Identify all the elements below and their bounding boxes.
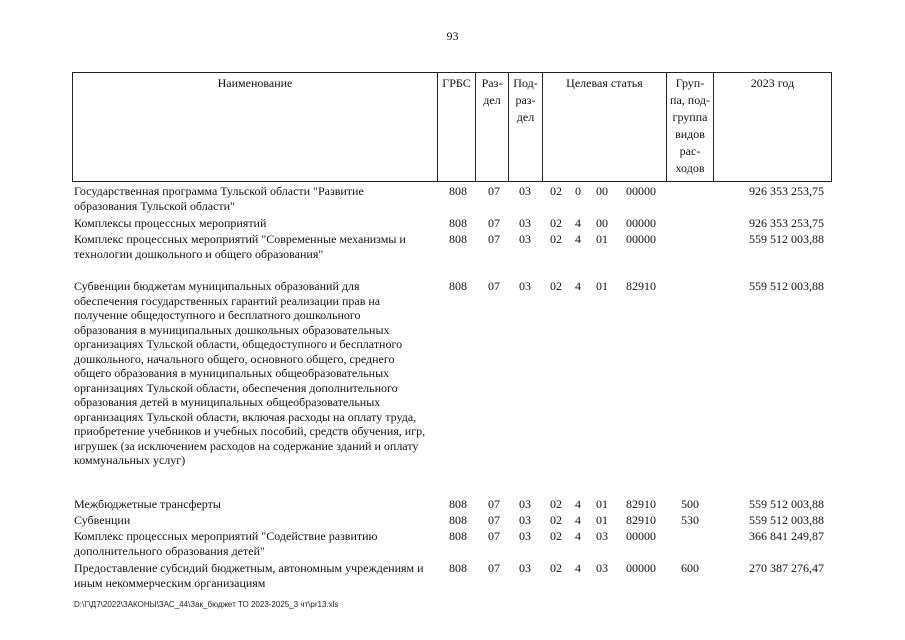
header-target: Целевая статья <box>543 73 667 181</box>
row-grbs: 808 <box>449 184 467 198</box>
row-target-2: 4 <box>575 561 581 575</box>
row-target-2: 0 <box>575 184 581 198</box>
row-target-2: 4 <box>575 513 581 527</box>
row-sum: 270 387 276,47 <box>749 561 824 575</box>
row-target-3: 01 <box>596 513 608 527</box>
row-sum: 366 841 249,87 <box>749 529 824 543</box>
row-name: Государственная программа Тульской области "Развитие образования Тульской области" <box>74 184 364 213</box>
row-podrazdel: 03 <box>519 279 531 293</box>
row-sum: 559 512 003,88 <box>749 279 824 293</box>
row-grbs: 808 <box>449 529 467 543</box>
header-grbs: ГРБС <box>438 73 476 181</box>
row-group: 600 <box>681 561 699 575</box>
header-name: Наименование <box>73 73 438 181</box>
row-grbs: 808 <box>449 561 467 575</box>
header-group: Груп- па, под- группа видов рас- ходов <box>667 73 714 181</box>
row-target-3: 01 <box>596 497 608 511</box>
row-podrazdel: 03 <box>519 216 531 230</box>
row-name: Межбюджетные трансферты <box>74 497 221 511</box>
row-target-3: 00 <box>596 216 608 230</box>
row-sum: 559 512 003,88 <box>749 497 824 511</box>
row-target-1: 02 <box>550 279 562 293</box>
row-razdel: 07 <box>488 279 500 293</box>
row-razdel: 07 <box>488 184 500 198</box>
row-grbs: 808 <box>449 279 467 293</box>
table-header <box>72 72 832 182</box>
row-name: Субвенции <box>74 513 131 527</box>
row-target-1: 02 <box>550 513 562 527</box>
row-target-4: 82910 <box>626 279 656 293</box>
row-target-4: 82910 <box>626 497 656 511</box>
row-target-1: 02 <box>550 497 562 511</box>
row-target-4: 00000 <box>626 184 656 198</box>
row-target-1: 02 <box>550 232 562 246</box>
file-path-footer: D:\Г\Д7\2022\ЗАКОНЫ\ЗАС_44\Зак_бюджет ТО 2023-2025_3 чт\pr13.xls <box>74 600 339 609</box>
row-target-4: 00000 <box>626 216 656 230</box>
row-podrazdel: 03 <box>519 529 531 543</box>
row-razdel: 07 <box>488 561 500 575</box>
row-target-4: 82910 <box>626 513 656 527</box>
row-sum: 926 353 253,75 <box>749 216 824 230</box>
row-razdel: 07 <box>488 232 500 246</box>
row-target-2: 4 <box>575 279 581 293</box>
row-target-3: 01 <box>596 279 608 293</box>
row-podrazdel: 03 <box>519 232 531 246</box>
row-target-2: 4 <box>575 497 581 511</box>
row-sum: 559 512 003,88 <box>749 513 824 527</box>
row-grbs: 808 <box>449 232 467 246</box>
row-podrazdel: 03 <box>519 561 531 575</box>
row-podrazdel: 03 <box>519 497 531 511</box>
row-target-1: 02 <box>550 529 562 543</box>
header-year: 2023 год <box>714 73 832 181</box>
row-target-4: 00000 <box>626 561 656 575</box>
row-razdel: 07 <box>488 529 500 543</box>
row-grbs: 808 <box>449 497 467 511</box>
header-razdel: Раз- дел <box>476 73 509 181</box>
row-target-1: 02 <box>550 561 562 575</box>
row-name: Комплекс процессных мероприятий "Содействие развитию дополнительного образования детей" <box>74 529 378 558</box>
row-podrazdel: 03 <box>519 513 531 527</box>
header-podrazdel: Под- раз- дел <box>509 73 543 181</box>
row-podrazdel: 03 <box>519 184 531 198</box>
row-razdel: 07 <box>488 497 500 511</box>
row-target-2: 4 <box>575 232 581 246</box>
row-target-4: 00000 <box>626 529 656 543</box>
row-razdel: 07 <box>488 513 500 527</box>
row-name: Комплексы процессных мероприятий <box>74 216 267 230</box>
row-target-2: 4 <box>575 529 581 543</box>
row-target-3: 03 <box>596 561 608 575</box>
row-target-1: 02 <box>550 184 562 198</box>
row-grbs: 808 <box>449 513 467 527</box>
row-group: 500 <box>681 497 699 511</box>
row-sum: 926 353 253,75 <box>749 184 824 198</box>
row-name: Предоставление субсидий бюджетным, автономным учреждениям и иным некоммерческим организациям <box>74 561 424 590</box>
row-group: 530 <box>681 513 699 527</box>
row-target-3: 01 <box>596 232 608 246</box>
row-target-2: 4 <box>575 216 581 230</box>
row-name: Комплекс процессных мероприятий "Современные механизмы и технологии дошкольного и общего образования" <box>74 232 406 261</box>
row-target-3: 00 <box>596 184 608 198</box>
row-grbs: 808 <box>449 216 467 230</box>
row-razdel: 07 <box>488 216 500 230</box>
row-sum: 559 512 003,88 <box>749 232 824 246</box>
row-target-3: 03 <box>596 529 608 543</box>
row-target-1: 02 <box>550 216 562 230</box>
page-number: 93 <box>446 29 459 43</box>
row-name: Субвенции бюджетам муниципальных образований для обеспечения государственных гарантий реализации прав на получение общедоступного и бесплатного дошкольного образования в муниципальных дошкольных образовательных организациях Тульской области, общедоступного и бесплатного дошкольного, начального общего, основного общего, среднего общего образования в муниципальных общеобразовательных организациях Тульской области, обеспечения дополнительного образования детей в муниципальных общеобразовательных организациях Тульской области, включая расходы на оплату труда, приобретение учебников и учебных пособий, средств обучения, игр, игрушек (за исключением расходов на содержание зданий и оплату коммунальных услуг) <box>74 279 426 467</box>
row-target-4: 00000 <box>626 232 656 246</box>
